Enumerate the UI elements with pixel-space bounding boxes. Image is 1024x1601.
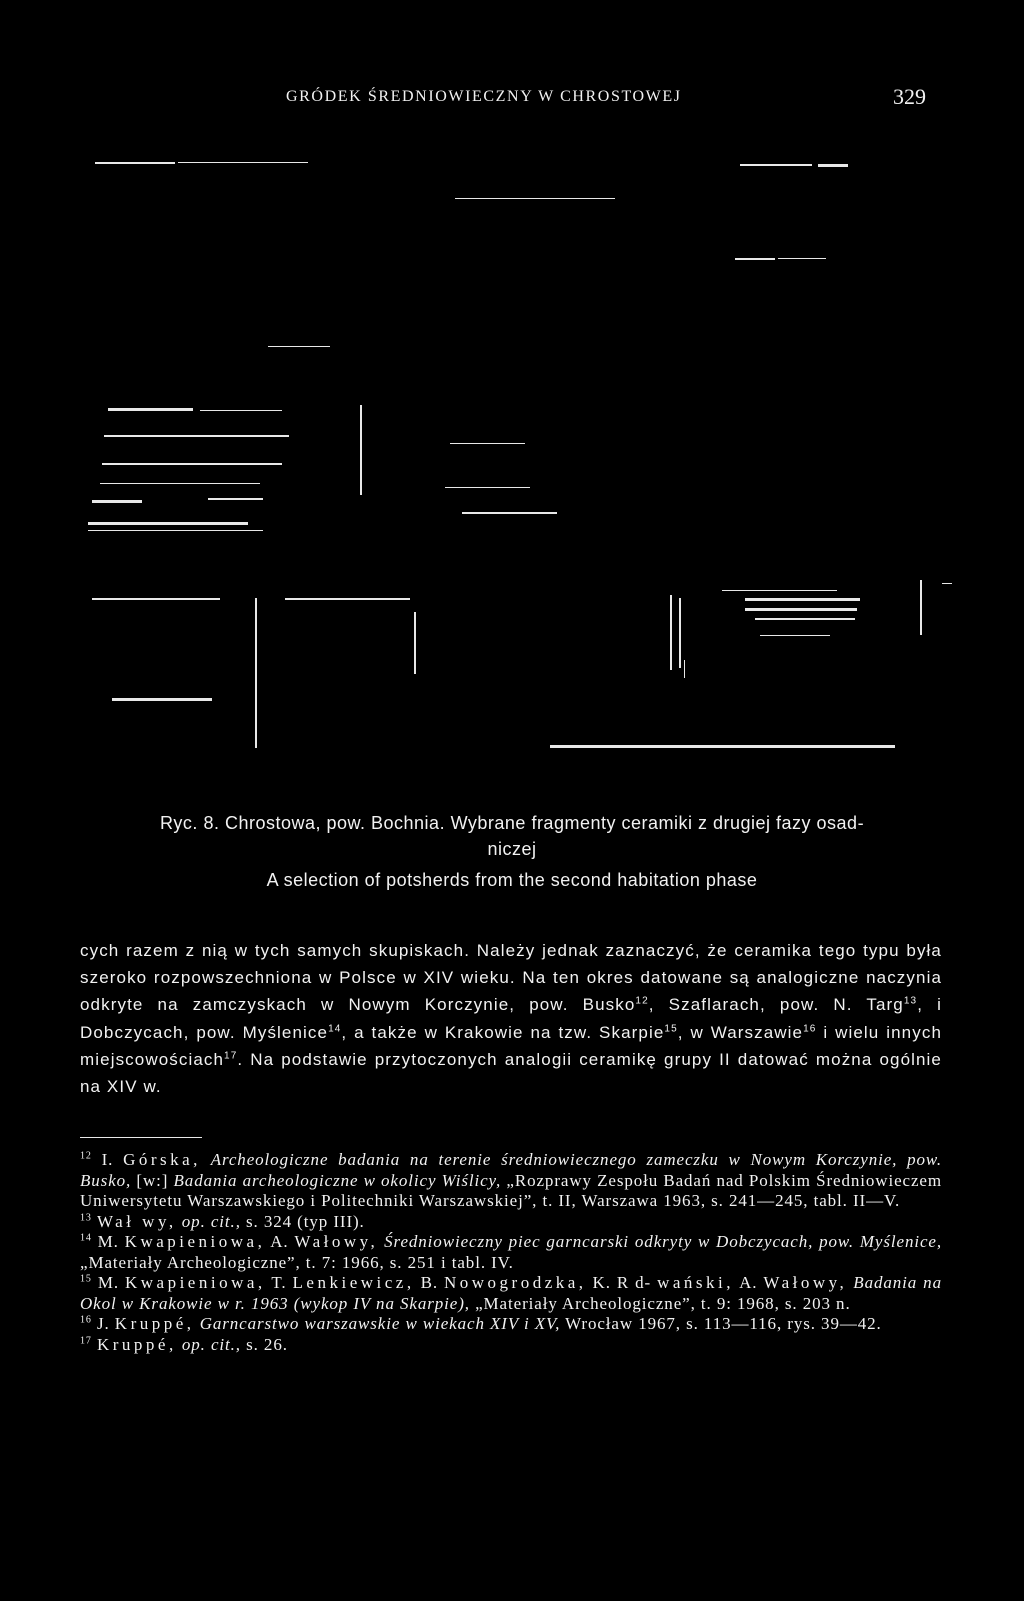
footnote-title: Średniowieczny piec garncarski odkryty w Dobczycach, pow. Myślenice, (384, 1232, 943, 1251)
body-text-segment: , a także w Krakowie na tzw. Skarpie (341, 1022, 665, 1042)
footnote-opcit: op. cit., (181, 1211, 241, 1231)
footnote-title: Badania archeologiczne w okolicy Wiślicy, (173, 1170, 502, 1190)
body-text-segment: , i Dobczycach, pow. Myślenice (80, 995, 942, 1042)
running-header: GRÓDEK ŚREDNIOWIECZNY W CHROSTOWEJ (286, 88, 682, 105)
footnotes (80, 1150, 942, 1355)
footnote-title: Archeologiczne badania na terenie średniowiecznego zameczku w Nowym Korczynie, pow. Busko, (80, 1150, 943, 1190)
footnote-number: 15 (80, 1273, 92, 1285)
figure-caption-english: A selection of potsherds from the second habitation phase (266, 870, 758, 890)
footnote-author: Kruppé, (114, 1314, 195, 1333)
footnote-ref-12: 12 (635, 995, 649, 1007)
footnote-number: 16 (80, 1314, 92, 1326)
footnote-16 (80, 1314, 942, 1335)
footnote-ref-13: 13 (903, 995, 918, 1007)
footnote-15 (80, 1273, 942, 1314)
body-text-segment: cych razem z nią w tych samych skupiskach. Należy jednak zaznaczyć, że ceramika tego typu była szeroko rozpowszechniona w Polsce w XIV wieku. Na ten okres datowane są analogiczne naczynia odkryte na zamczyskach w Nowym Korczynie, pow. Busko (80, 941, 942, 1015)
footnote-author: Wałowy, (294, 1232, 379, 1251)
footnote-author-initial: A. (270, 1232, 289, 1251)
footnote-text: Wrocław 1967, s. 113—116, rys. 39—42. (565, 1314, 882, 1333)
footnote-number: 17 (80, 1334, 92, 1346)
footnote-author-initial: T. (271, 1273, 287, 1292)
body-text-segment: , w Warszawie (677, 1022, 804, 1042)
body-text-segment: . Na podstawie przytoczonych analogii ceramikę grupy II datować można ogólnie na XIV w. (80, 1049, 942, 1097)
footnote-ref-17: 17 (224, 1050, 238, 1062)
footnote-17 (80, 1335, 942, 1356)
footnote-author: Wałowy, (763, 1273, 848, 1292)
footnote-text: s. 324 (typ III). (246, 1211, 365, 1231)
footnote-number: 12 (80, 1150, 92, 1162)
footnote-author-initial: A. (739, 1273, 758, 1292)
footnote-13 (80, 1212, 942, 1233)
footnote-separator (80, 1137, 202, 1138)
footnote-text: „Rozprawy Zespołu Badań nad Polskim Średniowieczem Uniwersytetu Warszawskiego i Politechniki Warszawskiej”, t. II, Warszawa 1963, s. 241—245, tabl. II—V. (80, 1170, 942, 1210)
body-text-segment: , Szaflarach, pow. N. Targ (648, 995, 904, 1015)
footnote-number: 13 (80, 1211, 92, 1223)
footnote-author-initial: K. R d- (592, 1273, 652, 1292)
footnote-ref-14: 14 (328, 1022, 342, 1034)
footnote-title: Garncarstwo warszawskie w wiekach XIV i XV, (199, 1314, 561, 1333)
footnote-text: „Materiały Archeologiczne”, t. 9: 1968, s. 203 n. (475, 1293, 851, 1313)
footnote-author-initial: I. (101, 1150, 114, 1169)
footnote-text: [w:] (136, 1170, 169, 1190)
footnote-14 (80, 1232, 942, 1273)
footnote-author: Nowogrodzka, (443, 1273, 587, 1292)
footnote-author: Kruppé, (96, 1334, 177, 1354)
footnote-text: „Materiały Archeologiczne”, t. 7: 1966, s. 251 i tabl. IV. (80, 1252, 514, 1272)
footnote-author: Kwapieniowa, (124, 1232, 266, 1251)
caption-line-2: niczej (487, 839, 537, 859)
figure-potsherd-profiles (0, 150, 1024, 780)
footnote-12 (80, 1150, 942, 1212)
footnote-author: Kwapieniowa, (124, 1273, 266, 1292)
body-paragraph (80, 937, 942, 1100)
footnote-author: Górska, (123, 1150, 201, 1169)
footnote-author: wański, (657, 1273, 734, 1292)
figure-caption-polish (60, 810, 964, 862)
footnote-ref-16: 16 (803, 1022, 817, 1034)
footnote-number: 14 (80, 1232, 92, 1244)
footnote-ref-15: 15 (664, 1022, 678, 1034)
footnote-author: Wał wy, (96, 1211, 177, 1231)
body-text-segment: i wielu innych miejscowościach (80, 1022, 942, 1069)
footnote-author-initial: J. (96, 1314, 110, 1333)
caption-line-1: Ryc. 8. Chrostowa, pow. Bochnia. Wybrane fragmenty ceramiki z drugiej fazy osad- (159, 813, 865, 833)
footnote-title: Badania na Okol w Krakowie w r. 1963 (wykop IV na Skarpie), (80, 1273, 942, 1313)
footnote-text: s. 26. (246, 1334, 288, 1354)
page-number: 329 (893, 84, 926, 109)
footnote-author-initial: M. (97, 1232, 119, 1251)
footnote-author: Lenkiewicz, (292, 1273, 415, 1292)
footnote-author-initial: B. (420, 1273, 438, 1292)
footnote-opcit: op. cit., (181, 1334, 241, 1354)
footnote-author-initial: M. (97, 1273, 119, 1292)
